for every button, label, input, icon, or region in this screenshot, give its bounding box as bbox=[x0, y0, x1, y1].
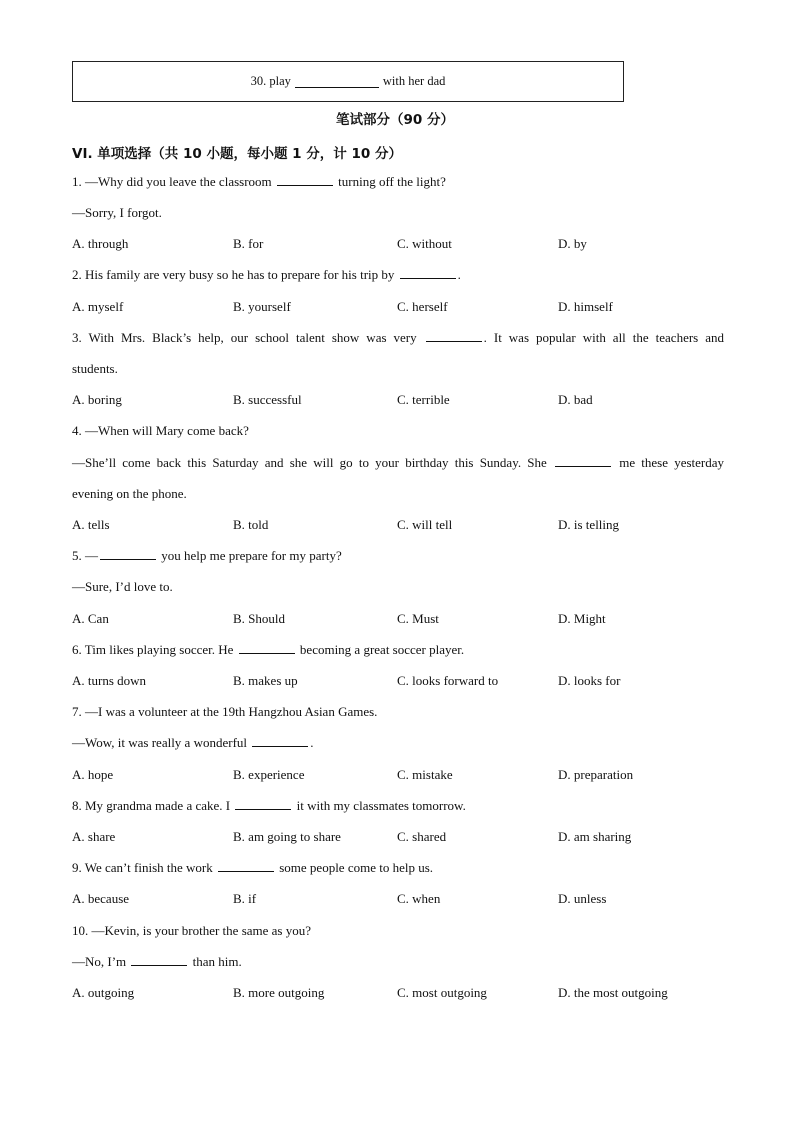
option-b[interactable]: B. told bbox=[233, 517, 269, 532]
answer-blank[interactable] bbox=[218, 859, 274, 872]
option-c[interactable]: C. terrible bbox=[397, 392, 450, 407]
option-d[interactable]: D. himself bbox=[558, 299, 613, 314]
question-1-options bbox=[72, 235, 724, 253]
answer-blank[interactable] bbox=[239, 641, 295, 654]
question-30-box bbox=[72, 61, 624, 102]
option-c[interactable]: C. when bbox=[397, 891, 441, 906]
question-4: 4. —When will Mary come back? bbox=[72, 423, 249, 438]
question-10: 10. —Kevin, is your brother the same as you? bbox=[72, 923, 312, 938]
option-b[interactable]: B. yourself bbox=[233, 299, 291, 314]
option-b[interactable]: B. Should bbox=[233, 611, 286, 626]
option-b[interactable]: B. am going to share bbox=[233, 829, 341, 844]
question-2: 2. His family are very busy so he has to prepare for his trip by . bbox=[72, 267, 461, 282]
option-c[interactable]: C. shared bbox=[397, 829, 447, 844]
question-3-options bbox=[72, 391, 724, 409]
question-8-options bbox=[72, 828, 724, 846]
answer-blank[interactable] bbox=[100, 547, 156, 560]
option-c[interactable]: C. will tell bbox=[397, 517, 453, 532]
answer-blank[interactable] bbox=[131, 953, 187, 966]
question-7-options bbox=[72, 766, 724, 784]
question-9-options bbox=[72, 890, 724, 908]
question-4-options bbox=[72, 516, 724, 534]
question-7-reply: —Wow, it was really a wonderful . bbox=[72, 735, 314, 750]
option-a[interactable]: A. share bbox=[72, 829, 116, 844]
question-1: 1. —Why did you leave the classroom turning off the light? bbox=[72, 174, 446, 189]
option-a[interactable]: A. tells bbox=[72, 517, 110, 532]
option-b[interactable]: B. more outgoing bbox=[233, 985, 325, 1000]
question-4-reply: —She’ll come back this Saturday and she will go to your birthday this Sunday. She me these yesterday bbox=[72, 455, 725, 470]
option-d[interactable]: D. unless bbox=[558, 891, 607, 906]
question-5-reply: —Sure, I’d love to. bbox=[72, 579, 173, 594]
question-4-continued: evening on the phone. bbox=[72, 486, 187, 501]
box-prefix: 30. play bbox=[250, 74, 291, 88]
option-c[interactable]: C. herself bbox=[397, 299, 448, 314]
option-c[interactable]: C. most outgoing bbox=[397, 985, 487, 1000]
option-b[interactable]: B. experience bbox=[233, 767, 305, 782]
question-6-options bbox=[72, 672, 724, 690]
option-d[interactable]: D. Might bbox=[558, 611, 606, 626]
option-d[interactable]: D. is telling bbox=[558, 517, 620, 532]
answer-blank[interactable] bbox=[295, 76, 379, 88]
option-d[interactable]: D. bad bbox=[558, 392, 593, 407]
question-1-reply: —Sorry, I forgot. bbox=[72, 205, 162, 220]
option-c[interactable]: C. mistake bbox=[397, 767, 453, 782]
question-7: 7. —I was a volunteer at the 19th Hangzhou Asian Games. bbox=[72, 704, 378, 719]
answer-blank[interactable] bbox=[235, 797, 291, 810]
option-a[interactable]: A. Can bbox=[72, 611, 109, 626]
question-3-continued: students. bbox=[72, 361, 118, 376]
question-10-options bbox=[72, 984, 724, 1002]
option-a[interactable]: A. myself bbox=[72, 299, 124, 314]
option-d[interactable]: D. looks for bbox=[558, 673, 621, 688]
question-9: 9. We can’t finish the work some people come to help us. bbox=[72, 860, 434, 875]
answer-blank[interactable] bbox=[426, 329, 482, 342]
option-d[interactable]: D. the most outgoing bbox=[558, 985, 668, 1000]
option-c[interactable]: C. Must bbox=[397, 611, 439, 626]
option-a[interactable]: A. boring bbox=[72, 392, 122, 407]
answer-blank[interactable] bbox=[252, 734, 308, 747]
question-2-options bbox=[72, 298, 724, 316]
answer-blank[interactable] bbox=[277, 173, 333, 186]
option-b[interactable]: B. makes up bbox=[233, 673, 298, 688]
answer-blank[interactable] bbox=[400, 266, 456, 279]
option-a[interactable]: A. because bbox=[72, 891, 130, 906]
question-5: 5. — you help me prepare for my party? bbox=[72, 548, 342, 563]
option-a[interactable]: A. hope bbox=[72, 767, 114, 782]
option-d[interactable]: D. preparation bbox=[558, 767, 634, 782]
option-b[interactable]: B. if bbox=[233, 891, 257, 906]
answer-blank[interactable] bbox=[555, 454, 611, 467]
option-d[interactable]: D. am sharing bbox=[558, 829, 632, 844]
option-a[interactable]: A. turns down bbox=[72, 673, 147, 688]
question-3: 3. With Mrs. Black’s help, our school talent show was very . It was popular with all the teachers and bbox=[72, 330, 724, 345]
option-c[interactable]: C. without bbox=[397, 236, 452, 251]
box-suffix: with her dad bbox=[382, 74, 446, 88]
option-d[interactable]: D. by bbox=[558, 236, 587, 251]
part-title: VI. 单项选择（共 10 小题，每小题 1 分，计 10 分） bbox=[72, 146, 402, 162]
section-title: 笔试部分（90 分） bbox=[336, 112, 454, 128]
option-a[interactable]: A. through bbox=[72, 236, 129, 251]
question-10-reply: —No, I’m than him. bbox=[72, 954, 242, 969]
option-c[interactable]: C. looks forward to bbox=[397, 673, 499, 688]
option-b[interactable]: B. for bbox=[233, 236, 264, 251]
option-a[interactable]: A. outgoing bbox=[72, 985, 135, 1000]
question-6: 6. Tim likes playing soccer. He becoming a great soccer player. bbox=[72, 642, 465, 657]
question-5-options bbox=[72, 610, 724, 628]
option-b[interactable]: B. successful bbox=[233, 392, 302, 407]
question-8: 8. My grandma made a cake. I it with my classmates tomorrow. bbox=[72, 798, 466, 813]
